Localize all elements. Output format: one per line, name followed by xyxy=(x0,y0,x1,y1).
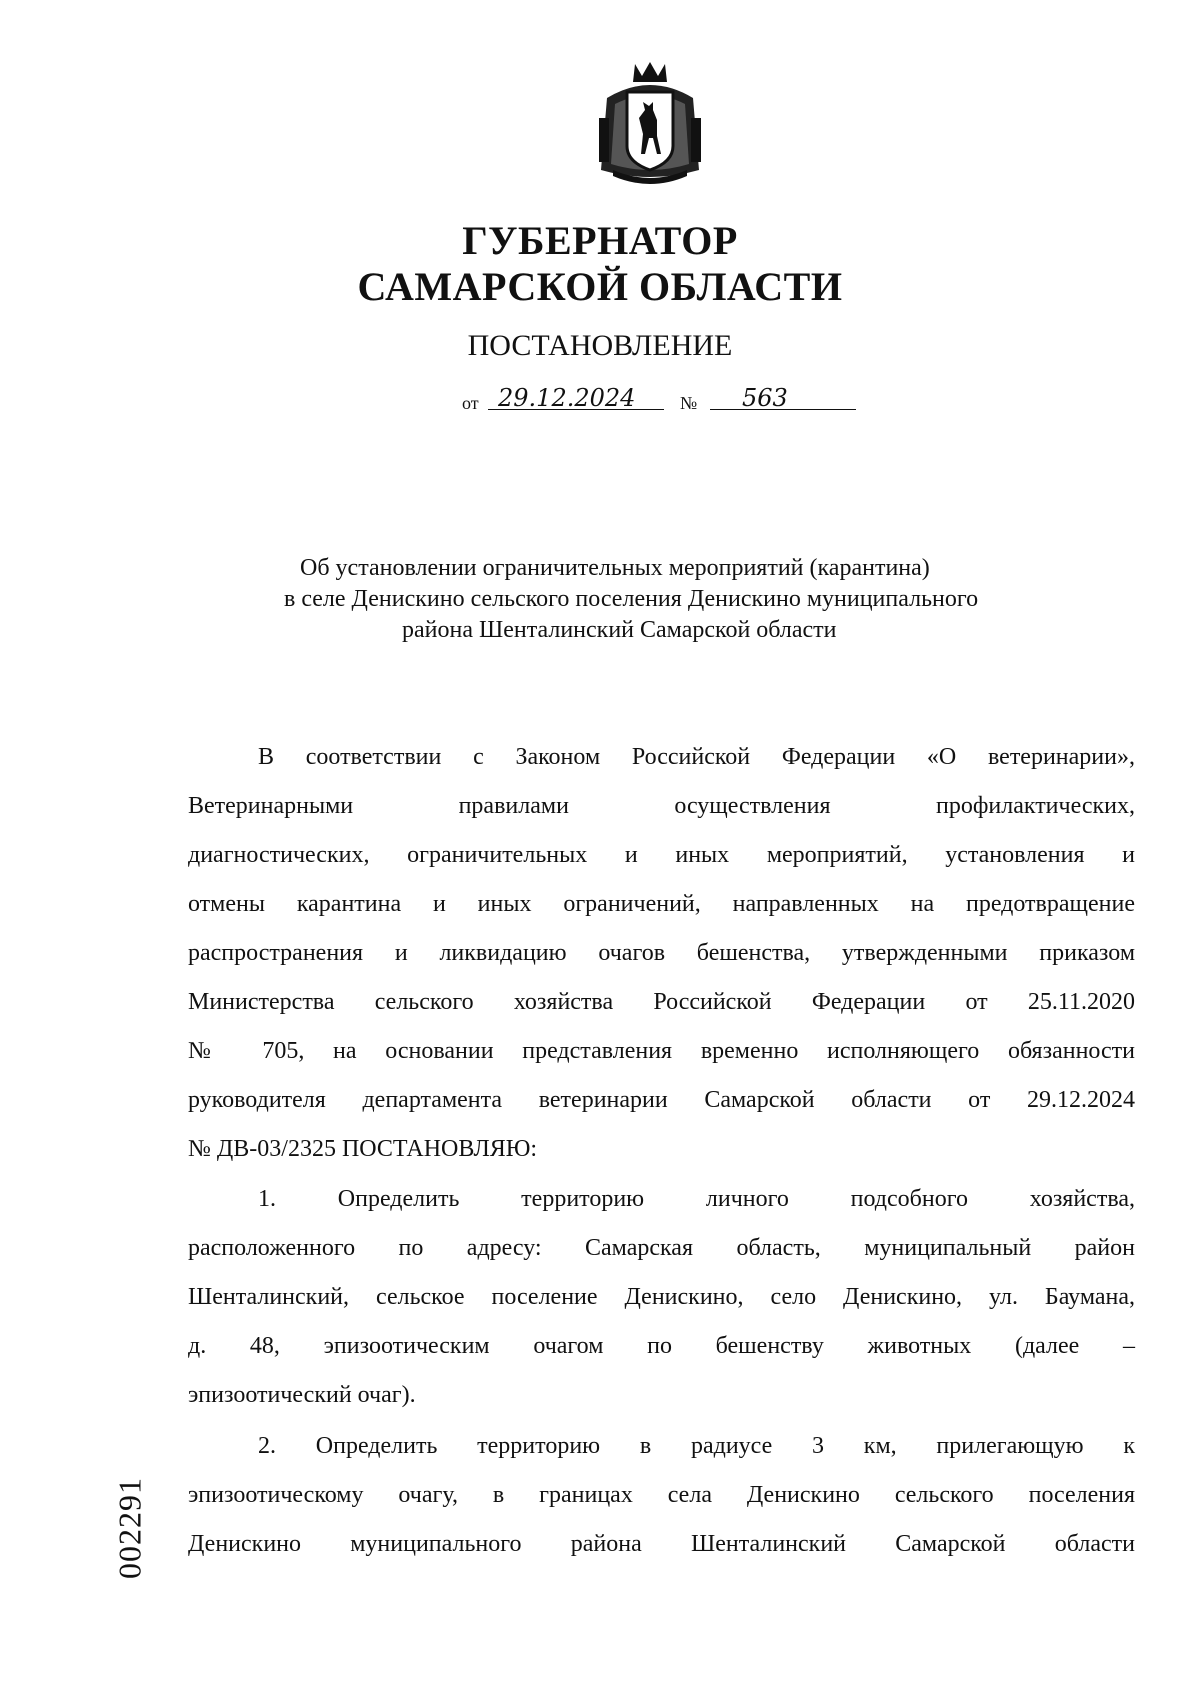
subject-line-1: Об установлении ограничительных мероприятий (карантина) xyxy=(300,555,930,581)
handwritten-date: 29.12.2024 xyxy=(498,384,636,412)
body-line: В соответствии с Законом Российской Федерации «О ветеринарии», xyxy=(258,744,1135,770)
body-line: Денискино муниципального района Шенталинский Самарской области xyxy=(188,1531,1135,1557)
handwritten-number: 563 xyxy=(742,384,788,412)
body-line: отмены карантина и иных ограничений, направленных на предотвращение xyxy=(188,891,1135,917)
body-line: № 705, на основании представления временно исполняющего обязанности xyxy=(188,1038,1135,1064)
body-line: 1. Определить территорию личного подсобного хозяйства, xyxy=(258,1186,1135,1212)
issuer-title-line1: ГУБЕРНАТОР xyxy=(462,218,738,263)
body-line: эпизоотическому очагу, в границах села Денискино сельского поселения xyxy=(188,1482,1135,1508)
body-line: эпизоотический очаг). xyxy=(188,1382,416,1408)
document-type: ПОСТАНОВЛЕНИЕ xyxy=(467,329,733,362)
number-prefix: № xyxy=(680,393,698,413)
subject-line-3: района Шенталинский Самарской области xyxy=(402,617,837,643)
date-prefix: от xyxy=(462,393,479,413)
body-line: расположенного по адресу: Самарская область, муниципальный район xyxy=(188,1235,1135,1261)
body-line: № ДВ-03/2325 ПОСТАНОВЛЯЮ: xyxy=(188,1136,538,1162)
body-line: руководителя департамента ветеринарии Самарской области от 29.12.2024 xyxy=(188,1087,1135,1113)
body-line: Министерства сельского хозяйства Российской Федерации от 25.11.2020 xyxy=(188,989,1135,1015)
body-line: диагностических, ограничительных и иных мероприятий, установления и xyxy=(188,842,1135,868)
issuer-title-line2: САМАРСКОЙ ОБЛАСТИ xyxy=(357,264,843,309)
body-line: Ветеринарными правилами осуществления профилактических, xyxy=(188,793,1135,819)
body-line: распространения и ликвидацию очагов бешенства, утвержденными приказом xyxy=(188,940,1135,966)
date-number-line xyxy=(458,380,878,420)
body-line: д. 48, эпизоотическим очагом по бешенству животных (далее – xyxy=(188,1333,1135,1359)
side-stamp-text: 002291 xyxy=(111,1477,148,1579)
body-line: 2. Определить территорию в радиусе 3 км, прилегающую к xyxy=(258,1433,1135,1459)
side-stamp-number xyxy=(110,1458,150,1598)
body-line: Шенталинский, сельское поселение Денискино, село Денискино, ул. Баумана, xyxy=(188,1284,1135,1310)
coat-of-arms-emblem xyxy=(595,58,705,186)
subject-line-2: в селе Денискино сельского поселения Денискино муниципального xyxy=(284,586,979,612)
